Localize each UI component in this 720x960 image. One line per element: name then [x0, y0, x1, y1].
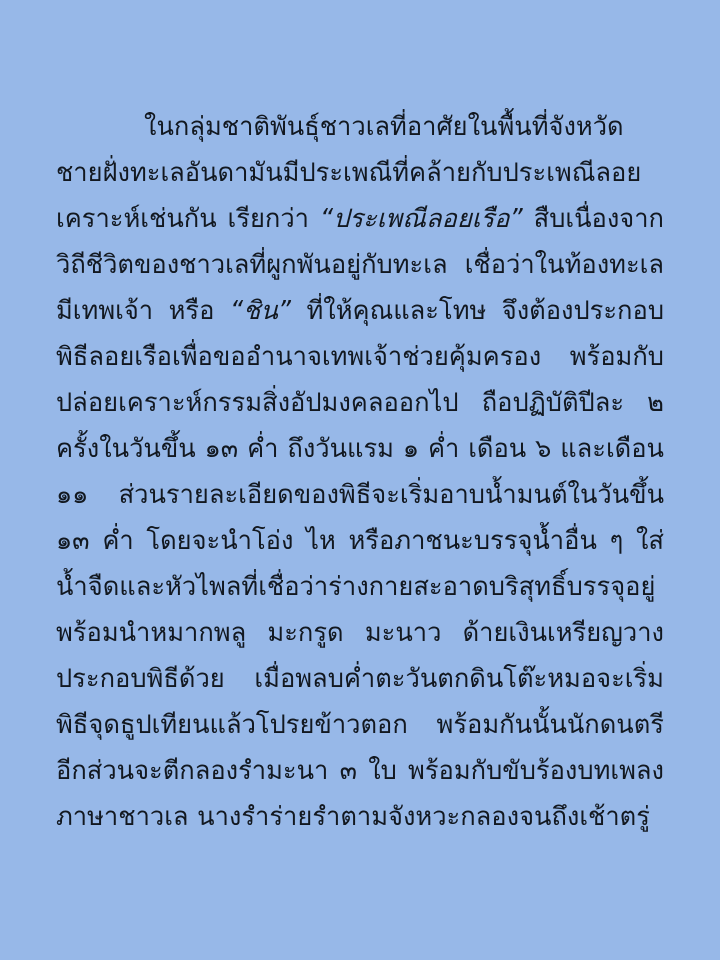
paragraph-quoted-term-1: “ประเพณีลอยเรือ”	[319, 204, 523, 234]
paragraph-quoted-term-2: “ชิน”	[229, 296, 292, 326]
paragraph-segment-5: ที่ให้คุณและโทษ จึงต้องประกอบพิธีลอยเรือเพื่อขออำนาจเทพเจ้าช่วยคุ้มครอง พร้อมกับปล่อยเคราะห์กรรมสิ่งอัปมงคลออกไป ถือปฏิบัติปีละ ๒ ครั้งในวันขึ้น ๑๓ ค่ำ ถึงวันแรม ๑ ค่ำ เดือน ๖ และเดือน ๑๑ ส่วนรายละเอียดของพิธีจะเริ่มอาบน้ำมนต์ในวันขึ้น ๑๓ ค่ำ โดยจะนำโอ่ง ไห หรือภาชนะบรรจุน้ำอื่น ๆ ใส่น้ำจืดและหัวไพลที่เชื่อว่าร่างกายสะอาดบริสุทธิ์บรรจุอยู่ พร้อมนำหมากพลู มะกรูด มะนาว ด้ายเงินเหรียญวางประกอบพิธีด้วย เมื่อพลบค่ำตะวันตกดินโต๊ะหมอจะเริ่มพิธีจุดธูปเทียนแล้วโปรยข้าวตอก พร้อมกันนั้นนักดนตรีอีกส่วนจะตีกลองรำมะนา ๓ ใบ พร้อมกับขับร้องบทเพลงภาษาชาวเล นางรำร่ายรำตามจังหวะกลองจนถึงเช้าตรู่	[56, 296, 665, 832]
paragraph-segment-3: สืบเนื่องจากวิถีชีวิตของชาวเลที่ผูกพันอยู่กับทะเล เชื่อว่าในท้องทะเลมีเทพเจ้า หรือ	[56, 204, 664, 326]
paragraph-segment-1: ในกลุ่มชาติพันธุ์ชาวเลที่อาศัยในพื้นที่จังหวัดชายฝั่งทะเลอันดามันมีประเพณีที่คล้ายกับประเพณีลอยเคราะห์เช่นกัน เรียกว่า	[56, 112, 642, 234]
paragraph-text	[56, 104, 664, 840]
body-paragraph	[56, 104, 664, 840]
